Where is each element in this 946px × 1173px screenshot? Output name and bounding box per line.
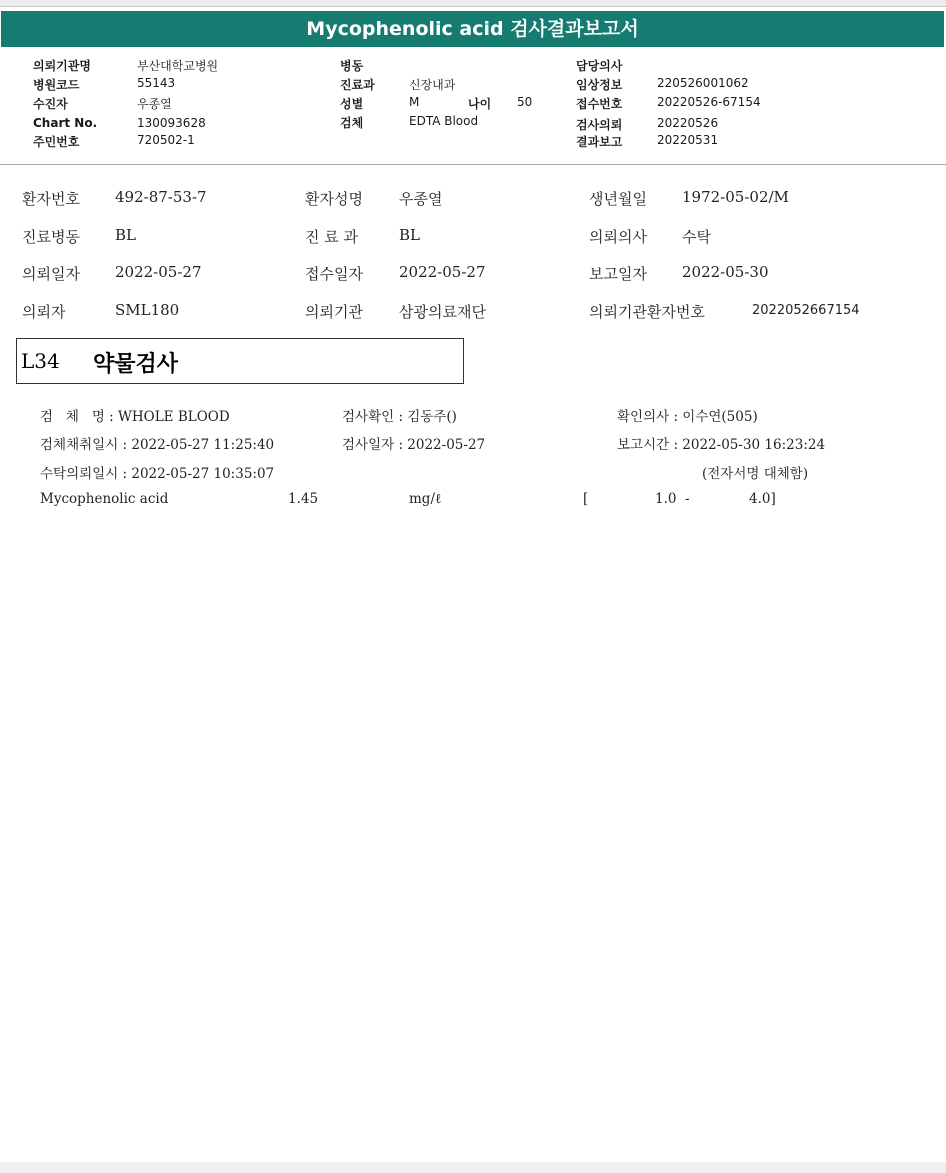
birthdate-label: 생년월일 <box>589 190 647 208</box>
section-header <box>16 338 464 384</box>
clinic-ward-value: BL <box>115 226 136 244</box>
org-patient-no-label: 의뢰기관환자번호 <box>589 303 705 321</box>
receipt-date-value: 2022-05-27 <box>399 263 486 281</box>
requesting-org-label: 의뢰기관 <box>305 303 363 321</box>
resident-no-label: 주민번호 <box>33 135 80 149</box>
result-value: 1.45 <box>288 491 319 507</box>
range-low: 1.0 <box>655 491 677 507</box>
org-patient-no-value: 2022052667154 <box>752 303 860 318</box>
department-value: 신장내과 <box>409 78 456 92</box>
chart-no-label: Chart No. <box>33 116 98 130</box>
test-check: 검사확인 : 김동주() <box>342 409 457 425</box>
request-time: 수탁의뢰일시 : 2022-05-27 10:35:07 <box>40 466 275 482</box>
bottom-border <box>0 1162 946 1173</box>
requesting-doctor-value: 수탁 <box>682 228 711 246</box>
result-test-name: Mycophenolic acid <box>40 491 169 507</box>
sex-value: M <box>409 95 420 109</box>
test-date: 검사일자 : 2022-05-27 <box>342 437 486 453</box>
hospital-name-label: 의뢰기관명 <box>33 59 91 73</box>
specimen-label: 검체 <box>340 116 364 130</box>
patient-value: 우종열 <box>137 97 172 111</box>
request-date-label: 의뢰일자 <box>22 265 80 283</box>
clinic-ward-label: 진료병동 <box>22 228 80 246</box>
clinic-dept-label: 진 료 과 <box>305 228 359 246</box>
sex-label: 성별 <box>340 97 364 111</box>
hospital-code-value: 55143 <box>137 76 176 90</box>
range-open-bracket: [ <box>583 491 589 507</box>
attending-doctor-label: 담당의사 <box>576 59 623 73</box>
requesting-org-value: 삼광의료재단 <box>399 303 486 321</box>
receipt-no-label: 접수번호 <box>576 97 623 111</box>
age-label: 나이 <box>468 97 492 111</box>
report-date-label: 보고일자 <box>589 265 647 283</box>
patient-label: 수진자 <box>33 97 68 111</box>
clinical-info-value: 220526001062 <box>657 76 749 90</box>
report-date-value: 2022-05-30 <box>682 263 769 281</box>
hospital-name-value: 부산대학교병원 <box>137 59 219 73</box>
receipt-date-label: 접수일자 <box>305 265 363 283</box>
patient-no-label: 환자번호 <box>22 190 80 208</box>
signature-note: (전자서명 대체함) <box>702 466 809 482</box>
report-time: 보고시간 : 2022-05-30 16:23:24 <box>617 437 826 453</box>
receipt-no-value: 20220526-67154 <box>657 95 761 109</box>
collect-time: 검체채취일시 : 2022-05-27 11:25:40 <box>40 437 275 453</box>
resident-no-value: 720502-1 <box>137 133 195 147</box>
birthdate-value: 1972-05-02/M <box>682 188 789 206</box>
patient-name-value: 우종열 <box>399 190 443 208</box>
requesting-doctor-label: 의뢰의사 <box>589 228 647 246</box>
range-dash: - <box>685 491 690 507</box>
header-divider <box>0 164 946 165</box>
patient-name-label: 환자성명 <box>305 190 363 208</box>
request-date-value: 2022-05-27 <box>115 263 202 281</box>
hospital-code-label: 병원코드 <box>33 78 80 92</box>
range-high: 4.0] <box>749 491 776 507</box>
department-label: 진료과 <box>340 78 375 92</box>
patient-no-value: 492-87-53-7 <box>115 188 207 206</box>
result-unit: mg/ℓ <box>409 491 442 507</box>
specimen-name: 검 체 명 : WHOLE BLOOD <box>40 409 230 425</box>
age-value: 50 <box>517 95 533 109</box>
result-report-label: 결과보고 <box>576 135 623 149</box>
report-title: Mycophenolic acid 검사결과보고서 <box>1 11 944 47</box>
requester-value: SML180 <box>115 301 180 319</box>
specimen-value: EDTA Blood <box>409 114 479 128</box>
section-name: 약물검사 <box>93 352 179 377</box>
section-code: L34 <box>21 349 60 373</box>
test-request-label: 검사의뢰 <box>576 118 623 132</box>
chart-no-value: 130093628 <box>137 116 206 130</box>
confirm-doctor: 확인의사 : 이수연(505) <box>617 409 758 425</box>
requester-label: 의뢰자 <box>22 303 66 321</box>
clinic-dept-value: BL <box>399 226 420 244</box>
ward-label: 병동 <box>340 59 364 73</box>
test-request-value: 20220526 <box>657 116 719 130</box>
result-report-value: 20220531 <box>657 133 719 147</box>
clinical-info-label: 임상정보 <box>576 78 623 92</box>
top-border <box>0 0 946 7</box>
